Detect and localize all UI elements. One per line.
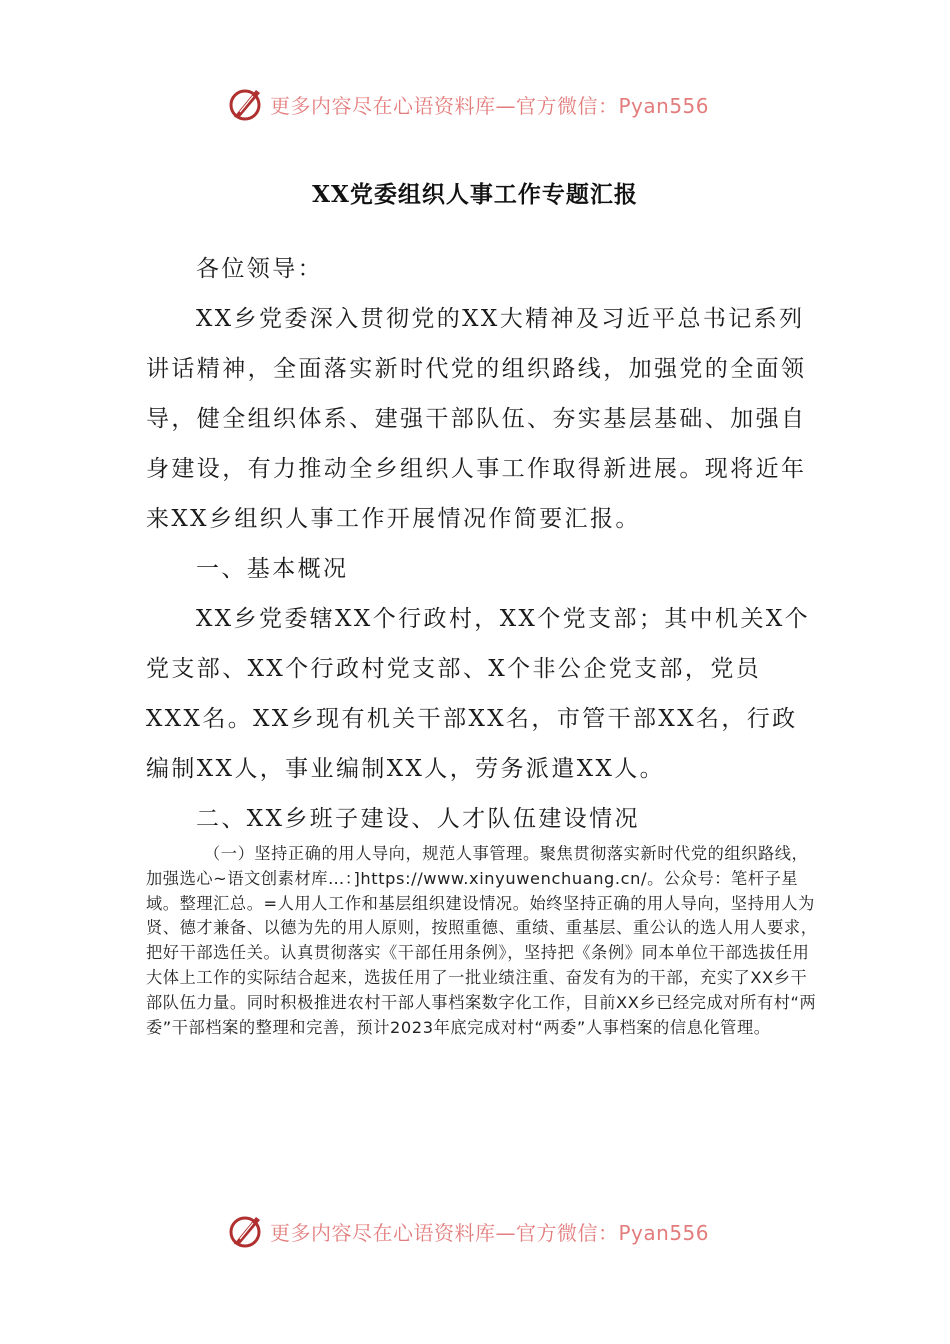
banner-text: 更多内容尽在心语资料库—官方微信：Pyan556	[270, 93, 710, 118]
header-banner	[0, 82, 950, 126]
intro-paragraph: XX乡党委深入贯彻党的XX大精神及习近平总书记系列讲话精神，全面落实新时代党的组织路线，加强党的全面领导，健全组织体系、建强干部队伍、夯实基层基础、加强自身建设，有力推动全乡组织人事工作取得新进展。现将近年来XX乡组织人事工作开展情况作简要汇报。	[146, 306, 807, 532]
footer-banner	[0, 1209, 950, 1253]
document-body	[146, 244, 816, 844]
salutation: 各位领导：	[196, 256, 323, 282]
quill-logo-icon	[226, 84, 266, 124]
section2-subparagraph	[146, 842, 818, 1040]
section1-heading: 一、基本概况	[196, 556, 349, 582]
section1-paragraph: XX乡党委辖XX个行政村，XX个党支部；其中机关X个党支部、XX个行政村党支部、X个非公企党支部，党员XXX名。XX乡现有机关干部XX名，市管干部XX名，行政编制XX人，事业编制XX人，劳务派遣XX人。	[146, 606, 811, 782]
section2-heading: 二、XX乡班子建设、人才队伍建设情况	[196, 806, 640, 832]
banner-text: 更多内容尽在心语资料库—官方微信：Pyan556	[270, 1220, 710, 1245]
section2-paragraph: （一）坚持正确的用人导向，规范人事管理。聚焦贯彻落实新时代党的组织路线，加强选心~语文创素材库…：]https://www.xinyuwenchuang.cn/。公众号：笔杆子星域。整理汇总。=人用人工作和基层组织建设情况。始终坚持正确的用人导向，坚持用人为贤、德才兼备、以德为先的用人原则，按照重德、重绩、重基层、重公认的选人用人要求，把好干部选任关。认真贯彻落实《干部任用条例》，坚持把《条例》同本单位干部选拔任用大体上工作的实际结合起来，选拔任用了一批业绩注重、奋发有为的干部，充实了XX乡干部队伍力量。同时积极推进农村干部人事档案数字化工作，目前XX乡已经完成对所有村“两委”干部档案的整理和完善，预计2023年底完成对村“两委”人事档案的信息化管理。	[146, 844, 818, 1037]
document-title: XX党委组织人事工作专题汇报	[312, 181, 638, 208]
quill-logo-icon	[226, 1211, 266, 1251]
